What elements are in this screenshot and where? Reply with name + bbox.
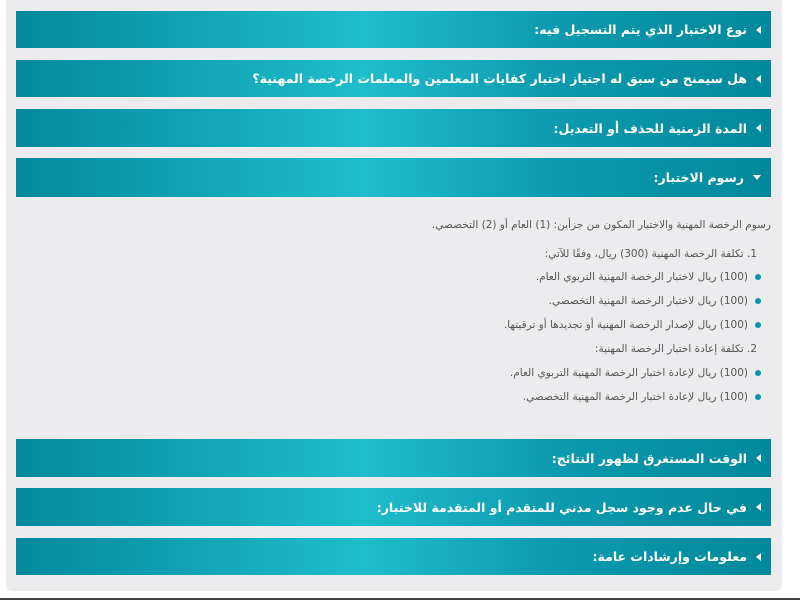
list-item: (100) ريال لاختبار الرخصة المهنية التربوي العام. xyxy=(536,271,761,283)
accordion-header[interactable] xyxy=(16,11,771,48)
list-item: (100) ريال لإصدار الرخصة المهنية أو تجديدها أو ترقيتها. xyxy=(504,319,761,331)
caret-down-icon xyxy=(753,175,761,180)
accordion-title: هل سيمنح من سبق له اجتياز اختبار كفايات المعلمين والمعلمات الرخصة المهنية؟ xyxy=(252,71,747,86)
accordion-item-general-info[interactable] xyxy=(16,538,771,575)
accordion-item-previous-competency[interactable] xyxy=(16,60,771,97)
accordion-item-test-type[interactable] xyxy=(16,11,771,48)
caret-left-icon xyxy=(756,553,761,561)
accordion-item-edit-period[interactable] xyxy=(16,109,771,147)
accordion-item-no-civil-record[interactable] xyxy=(16,488,771,526)
accordion-header[interactable] xyxy=(16,538,771,575)
accordion-title: المدة الزمنية للحذف أو التعديل: xyxy=(553,120,747,136)
accordion-header[interactable] xyxy=(16,439,771,477)
caret-left-icon xyxy=(756,454,761,462)
accordion-header[interactable] xyxy=(16,60,771,97)
accordion-item-test-fees[interactable] xyxy=(16,158,771,197)
bullet-icon xyxy=(755,394,761,400)
accordion-header[interactable] xyxy=(16,488,771,526)
caret-left-icon xyxy=(756,26,761,34)
fees-intro: رسوم الرخصة المهنية والاختبار المكون من جزأين: (1) العام أو (2) التخصصي. xyxy=(431,219,771,231)
list-item: (100) ريال لإعادة اختبار الرخصة المهنية التخصصي. xyxy=(523,391,761,403)
bullet-icon xyxy=(755,370,761,376)
caret-left-icon xyxy=(756,124,761,132)
caret-left-icon xyxy=(756,503,761,511)
bullet-icon xyxy=(755,274,761,280)
accordion-header[interactable] xyxy=(16,109,771,147)
list-item: (100) ريال لاختبار الرخصة المهنية التخصصي. xyxy=(549,295,761,307)
accordion-header[interactable] xyxy=(16,158,771,197)
accordion-title: معلومات وإرشادات عامة: xyxy=(592,549,747,564)
accordion-title: نوع الاختبار الذي يتم التسجيل فيه: xyxy=(534,22,747,37)
accordion-title: رسوم الاختبار: xyxy=(653,170,744,185)
bullet-icon xyxy=(755,322,761,328)
bullet-icon xyxy=(755,298,761,304)
faq-panel xyxy=(6,0,782,591)
accordion-item-results-time[interactable] xyxy=(16,439,771,477)
accordion-title: الوقت المستغرق لظهور النتائج: xyxy=(551,450,747,466)
accordion-title: في حال عدم وجود سجل مدني للمتقدم أو المتقدمة للاختبار: xyxy=(376,499,747,515)
list-item: (100) ريال لإعادة اختبار الرخصة المهنية التربوي العام. xyxy=(510,367,761,379)
fees-section-1-heading: 1. تكلفة الرخصة المهنية (300) ريال، وفقًا للآتي: xyxy=(544,248,757,260)
fees-section-2-heading: 2. تكلفة إعادة اختبار الرخصة المهنية: xyxy=(594,343,757,355)
caret-left-icon xyxy=(756,75,761,83)
accordion-body-test-fees xyxy=(16,197,771,427)
